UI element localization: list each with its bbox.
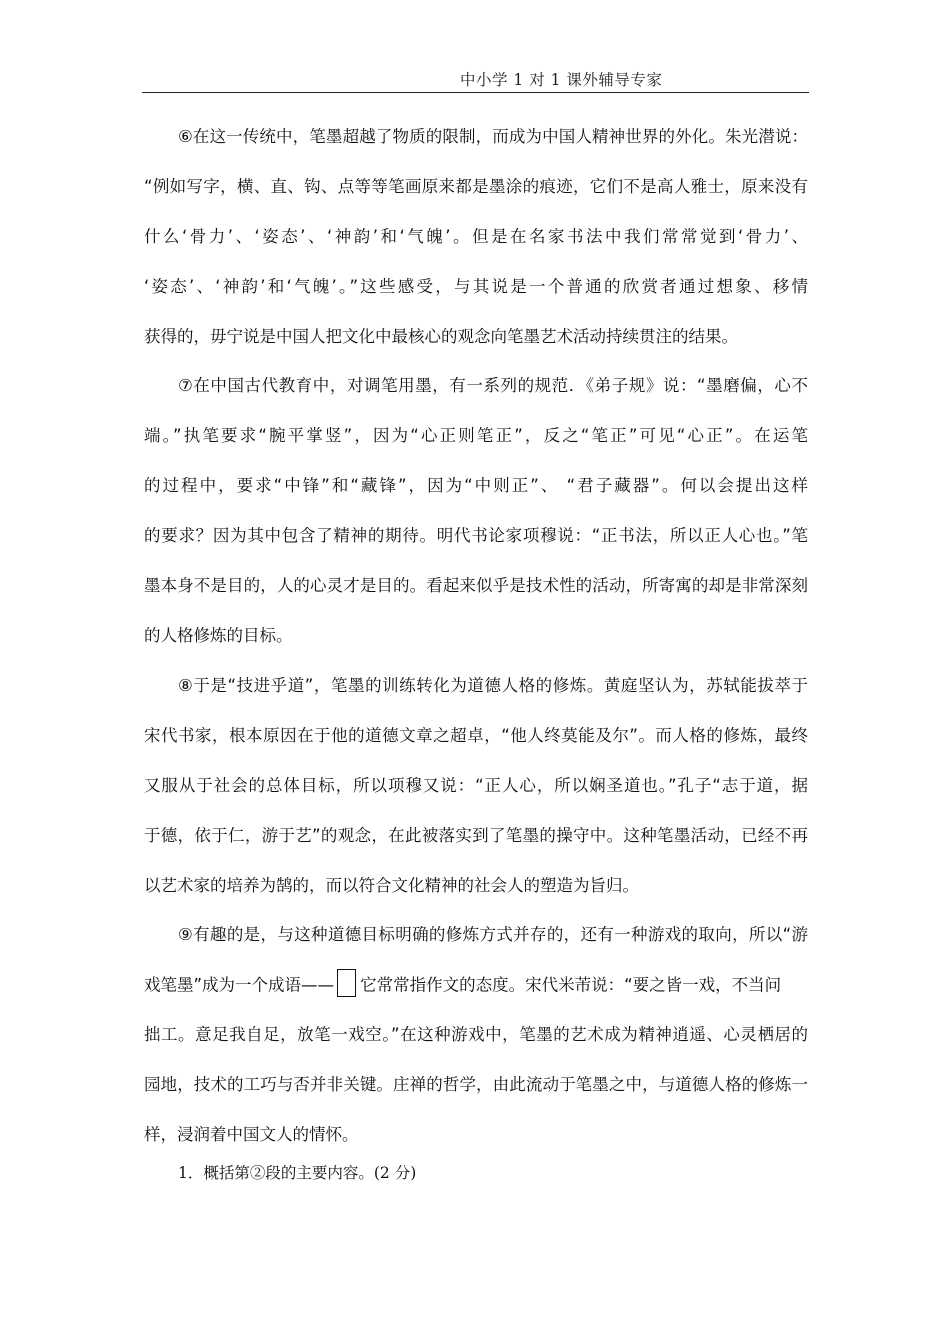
paragraph-6-line-4: ‘姿态’、‘神韵’和‘气魄’。”这些感受，与其说是一个普通的欣赏者通过想象、移情 — [144, 277, 808, 296]
paragraph-7-line-6: 的人格修炼的目标。 — [144, 626, 293, 645]
paragraph-6-line-5: 获得的，毋宁说是中国人把文化中最核心的观念向笔墨艺术活动持续贯注的结果。 — [144, 327, 738, 346]
paragraph-7-line-5: 墨本身不是目的，人的心灵才是目的。看起来似乎是技术性的活动，所寄寓的却是非常深刻 — [144, 576, 808, 595]
paragraph-8-line-5: 以艺术家的培养为鹄的，而以符合文化精神的社会人的塑造为旨归。 — [144, 876, 639, 895]
page-header — [142, 62, 809, 93]
paragraph-8-line-1: ⑧于是“技进乎道”，笔墨的训练转化为道德人格的修炼。黄庭坚认为，苏轼能拔萃于 — [178, 676, 808, 695]
paragraph-9-line-3: 拙工。意足我自足，放笔一戏空。”在这种游戏中，笔墨的艺术成为精神逍遥、心灵栖居的 — [144, 1025, 808, 1044]
paragraph-8-line-2: 宋代书家，根本原因在于他的道德文章之超卓，“他人终莫能及尔”。而人格的修炼，最终 — [144, 726, 808, 745]
paragraph-9-line-4: 园地，技术的工巧与否并非关键。庄禅的哲学，由此流动于笔墨之中，与道德人格的修炼一 — [144, 1075, 808, 1094]
paragraph-7-line-1: ⑦在中国古代教育中，对调笔用墨，有一系列的规范．《弟子规》说：“墨磨偏，心不 — [178, 376, 808, 395]
header-title: 中小学 1 对 1 课外辅导专家 — [460, 71, 663, 89]
paragraph-9-line-2 — [144, 975, 808, 997]
paragraph-9-line-2-part-1: 戏笔墨”成为一个成语—— — [144, 975, 335, 995]
paragraph-6-line-3: 什么‘骨力’、‘姿态’、‘神韵’和‘气魄’。但是在名家书法中我们常常觉到‘骨力’、 — [144, 227, 808, 246]
paragraph-7-line-3: 的过程中，要求“中锋”和“藏锋”，因为“中则正”、 “君子藏器”。何以会提出这样 — [144, 476, 808, 495]
paragraph-7-line-2: 端。”执笔要求“腕平掌竖”，因为“心正则笔正”，反之“笔正”可见“心正”。在运笔 — [144, 426, 808, 445]
paragraph-6-line-2: “例如写字，横、直、钩、点等等笔画原来都是墨涂的痕迹，它们不是高人雅士，原来没有 — [144, 177, 808, 196]
question-1: 1．概括第②段的主要内容。(2 分) — [178, 1164, 417, 1182]
paragraph-7-line-4: 的要求？因为其中包含了精神的期待。明代书论家项穆说：“正书法，所以正人心也。”笔 — [144, 526, 808, 545]
paragraph-9-line-2-part-2: 它常常指作文的态度。宋代米芾说：“要之皆一戏，不当问 — [360, 975, 782, 995]
paragraph-9-line-5: 样，浸润着中国文人的情怀。 — [144, 1125, 359, 1144]
answer-blank-box[interactable] — [337, 969, 356, 997]
paragraph-8-line-4: 于德，依于仁，游于艺”的观念，在此被落实到了笔墨的操守中。这种笔墨活动，已经不再 — [144, 826, 808, 845]
paragraph-8-line-3: 又服从于社会的总体目标，所以项穆又说：“正人心，所以娴圣道也。”孔子“志于道，据 — [144, 776, 808, 795]
paragraph-9-line-1: ⑨有趣的是，与这种道德目标明确的修炼方式并存的，还有一种游戏的取向，所以“游 — [178, 925, 808, 944]
paragraph-6-line-1: ⑥在这一传统中，笔墨超越了物质的限制，而成为中国人精神世界的外化。朱光潜说： — [178, 127, 808, 146]
